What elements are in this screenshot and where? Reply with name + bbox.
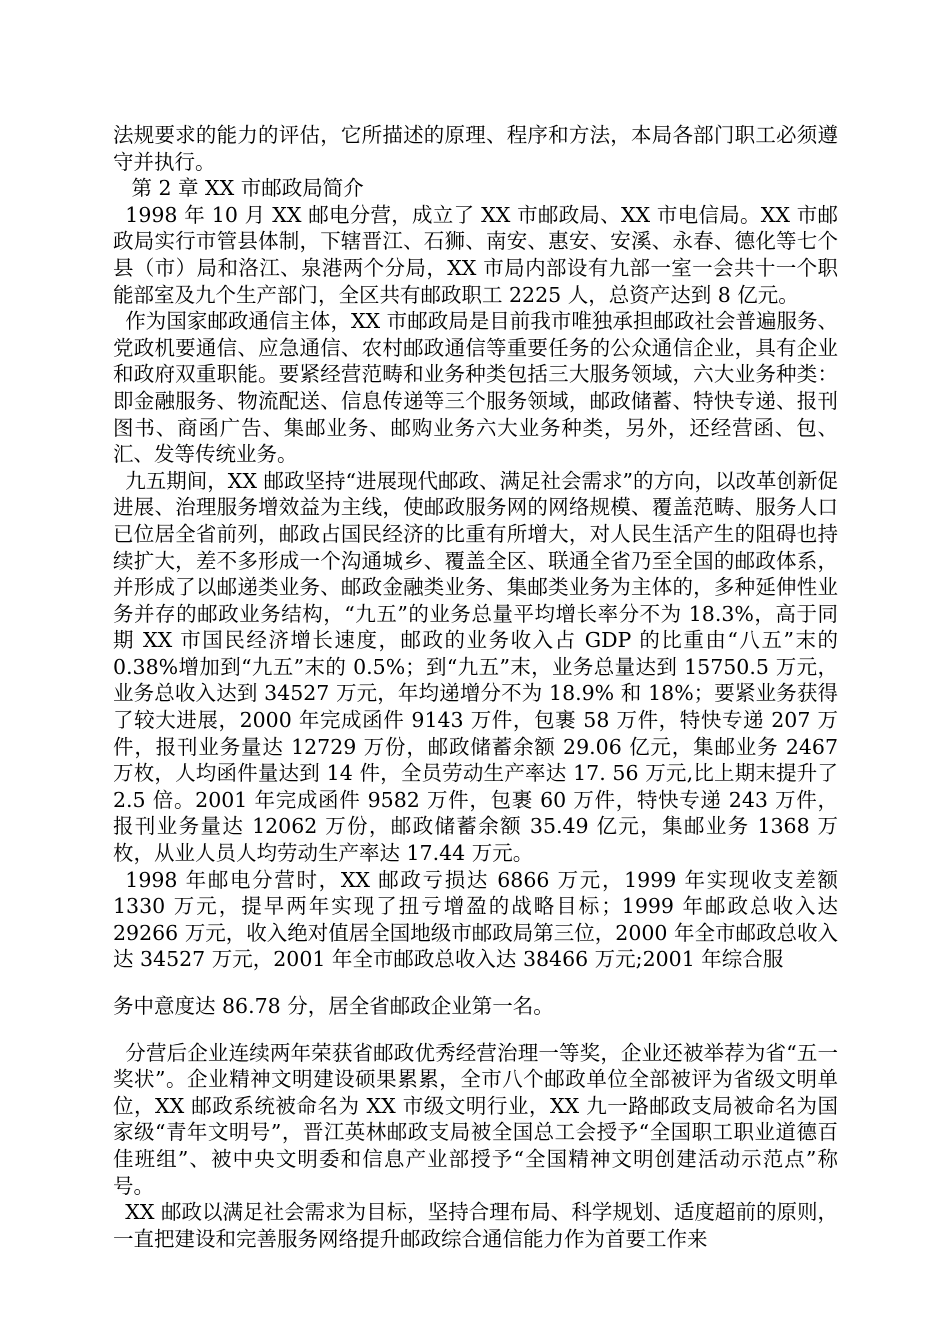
paragraph-role: 作为国家邮政通信主体，XX 市邮政局是目前我市唯独承担邮政社会普遍服务、党政机要通信、应急通信、农村邮政通信等重要任务的公众通信企业，具有企业和政府双重职能。要紧经营范畴和业务种类包括三大服务领域，六大业务种类：即金融服务、物流配送、信息传递等三个服务领域，邮政储蓄、特快专递、报刊图书、商函广告、集邮业务、邮购业务六大业务种类，另外，还经营函、包、汇、发等传统业务。 bbox=[113, 309, 838, 467]
paragraph-ninth-five-year: 九五期间，XX 邮政坚持“进展现代邮政、满足社会需求”的方向，以改革创新促进展、治理服务增效益为主线，使邮政服务网的网络规模、覆盖范畴、服务人口已位居全省前列，邮政占国民经济的比重有所增大，对人民生活产生的阻碍也持续扩大，差不多形成一个沟通城乡、覆盖全区、联通全省乃至全国的邮政体系，并形成了以邮递类业务、邮政金融类业务、集邮类业务为主体的，多种延伸性业务并存的邮政业务结构，“九五”的业务总量平均增长率分不为 18.3%，高于同期 XX 市国民经济增长速度，邮政的业务收入占 GDP 的比重由“八五”末的 0.38%增加到“九五”末的 0.5%；到“九五”末，业务总量达到 15750.5 万元，业务总收入达到 34527 万元，年均递增分不为 18.9% 和 18%；要紧业务获得了较大进展，2000 年完成函件 9143 万件，包裹 58 万件，特快专递 207 万件，报刊业务量达 12729 万份，邮政储蓄余额 29.06 亿元，集邮业务 2467 万枚，人均函件量达到 14 件，全员劳动生产率达 17. 56 万元,比上期末提升了 2.5 倍。2001 年完成函件 9582 万件，包裹 60 万件，特快专递 243 万件，报刊业务量达 12062 万份，邮政储蓄余额 35.49 亿元，集邮业务 1368 万枚，从业人员人均劳动生产率达 17.44 万元。 bbox=[113, 468, 838, 866]
paragraph-intro-continuation: 法规要求的能力的评估，它所描述的原理、程序和方法，本局各部门职工必须遵守并执行。 bbox=[113, 123, 838, 174]
paragraph-finance: 1998 年邮电分营时，XX 邮政亏损达 6866 万元，1999 年实现收支差额 1330 万元，提早两年实现了扭亏增盈的战略目标；1999 年邮政总收入达 29266 万元，收入绝对值居全国地级市邮政局第三位，2000 年全市邮政总收入达 34527 万元，2001 年全市邮政总收入达 38466 万元;2001 年综合服 bbox=[113, 867, 838, 972]
paragraph-finance-continuation: 务中意度达 86.78 分，居全省邮政企业第一名。 bbox=[113, 994, 554, 1018]
document-body bbox=[113, 122, 838, 1252]
paragraph-awards: 分营后企业连续两年荣获省邮政优秀经营治理一等奖，企业还被举荐为省“五一奖状”。企业精神文明建设硕果累累，全市八个邮政单位全部被评为省级文明单位，XX 邮政系统被命名为 XX 市级文明行业，XX 九一路邮政支局被命名为国家级“青年文明号”，晋江英林邮政支局被全国总工会授予“全国职工职业道德百佳班组”、被中央文明委和信息产业部授予“全国精神文明创建活动示范点”称号。 bbox=[113, 1040, 838, 1198]
chapter-heading: 第 2 章 XX 市邮政局简介 bbox=[131, 176, 364, 201]
paragraph-history: 1998 年 10 月 XX 邮电分营，成立了 XX 市邮政局、XX 市电信局。XX 市邮政局实行市管县体制，下辖晋江、石狮、南安、惠安、安溪、永春、德化等七个县（市）局和洛江、泉港两个分局，XX 市局内部设有九部一室一会共十一个职能部室及九个生产部门，全区共有邮政职工 2225 人，总资产达到 8 亿元。 bbox=[113, 202, 838, 307]
paragraph-network: XX 邮政以满足社会需求为目标，坚持合理布局、科学规划、适度超前的原则，一直把建设和完善服务网络提升邮政综合通信能力作为首要工作来 bbox=[113, 1200, 838, 1251]
